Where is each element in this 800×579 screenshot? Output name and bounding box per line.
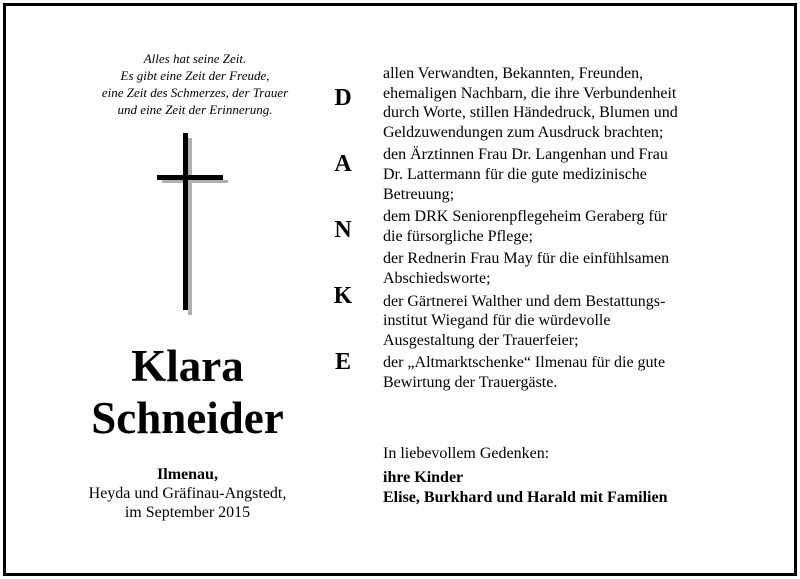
quote-line: und eine Zeit der Erinnerung. <box>117 102 273 117</box>
place-block <box>50 465 325 522</box>
thanks-entry <box>383 207 783 249</box>
thanks-list <box>383 64 783 396</box>
cross-icon <box>150 130 230 315</box>
thanks-line: Geldzuwendungen zum Ausdruck brachten; <box>383 123 664 141</box>
thanks-line: Bewirtung der Trauergäste. <box>383 373 558 391</box>
thanks-line: Ausgestaltung der Trauerfeier; <box>383 331 579 349</box>
thanks-line: die fürsorgliche Pflege; <box>383 227 533 245</box>
thanks-line: allen Verwandten, Bekannten, Freunden, <box>383 65 644 82</box>
signed-line: Elise, Burkhard und Harald mit Familien <box>383 489 668 506</box>
closing-text: In liebevollem Gedenken: <box>383 445 550 462</box>
signed-line: ihre Kinder <box>383 469 464 486</box>
thanks-entry <box>383 249 783 291</box>
deceased-name <box>50 340 325 444</box>
thanks-line: dem DRK Seniorenpflegeheim Geraberg für <box>383 208 668 226</box>
danke-letter: D <box>334 85 352 111</box>
danke-vertical <box>328 86 358 416</box>
thanks-entry <box>383 292 783 354</box>
quote-line: Es gibt eine Zeit der Freude, <box>120 68 270 83</box>
thanks-line: Betreuung; <box>383 185 455 203</box>
first-name: Klara <box>131 341 244 391</box>
thanks-line: institut Wiegand für die würdevolle <box>383 312 611 330</box>
danke-letter: N <box>334 217 352 243</box>
thanks-line: Abschiedsworte; <box>383 269 491 287</box>
quote-block <box>90 50 300 118</box>
place-date: im September 2015 <box>124 504 251 521</box>
danke-letter: E <box>334 349 351 375</box>
thanks-line: der Gärtnerei Walther und dem Bestattungs- <box>383 292 666 310</box>
thanks-line: den Ärztinnen Frau Dr. Langenhan und Frau <box>383 146 668 164</box>
thanks-entry <box>383 353 783 395</box>
place-city: Ilmenau, <box>157 466 218 483</box>
thanks-entry <box>383 145 783 207</box>
quote-line: Alles hat seine Zeit. <box>143 51 247 66</box>
thanks-line: der Rednerin Frau May für die einfühlsamen <box>383 250 670 268</box>
thanks-line: der „Altmarktschenke“ Ilmenau für die gute <box>383 354 666 372</box>
danke-letter: K <box>333 283 353 309</box>
thanks-line: durch Worte, stillen Händedruck, Blumen und <box>383 104 678 122</box>
quote-line: eine Zeit des Schmerzes, der Trauer <box>101 85 289 100</box>
last-name: Schneider <box>91 393 284 443</box>
thanks-line: ehemaligen Nachbarn, die ihre Verbundenheit <box>383 84 677 102</box>
signature-block <box>383 468 793 508</box>
place-villages: Heyda und Gräfinau-Angstedt, <box>88 485 287 502</box>
thanks-line: Dr. Lattermann für die gute medizinische <box>383 165 647 183</box>
danke-letter: A <box>334 151 352 177</box>
thanks-entry <box>383 64 783 145</box>
